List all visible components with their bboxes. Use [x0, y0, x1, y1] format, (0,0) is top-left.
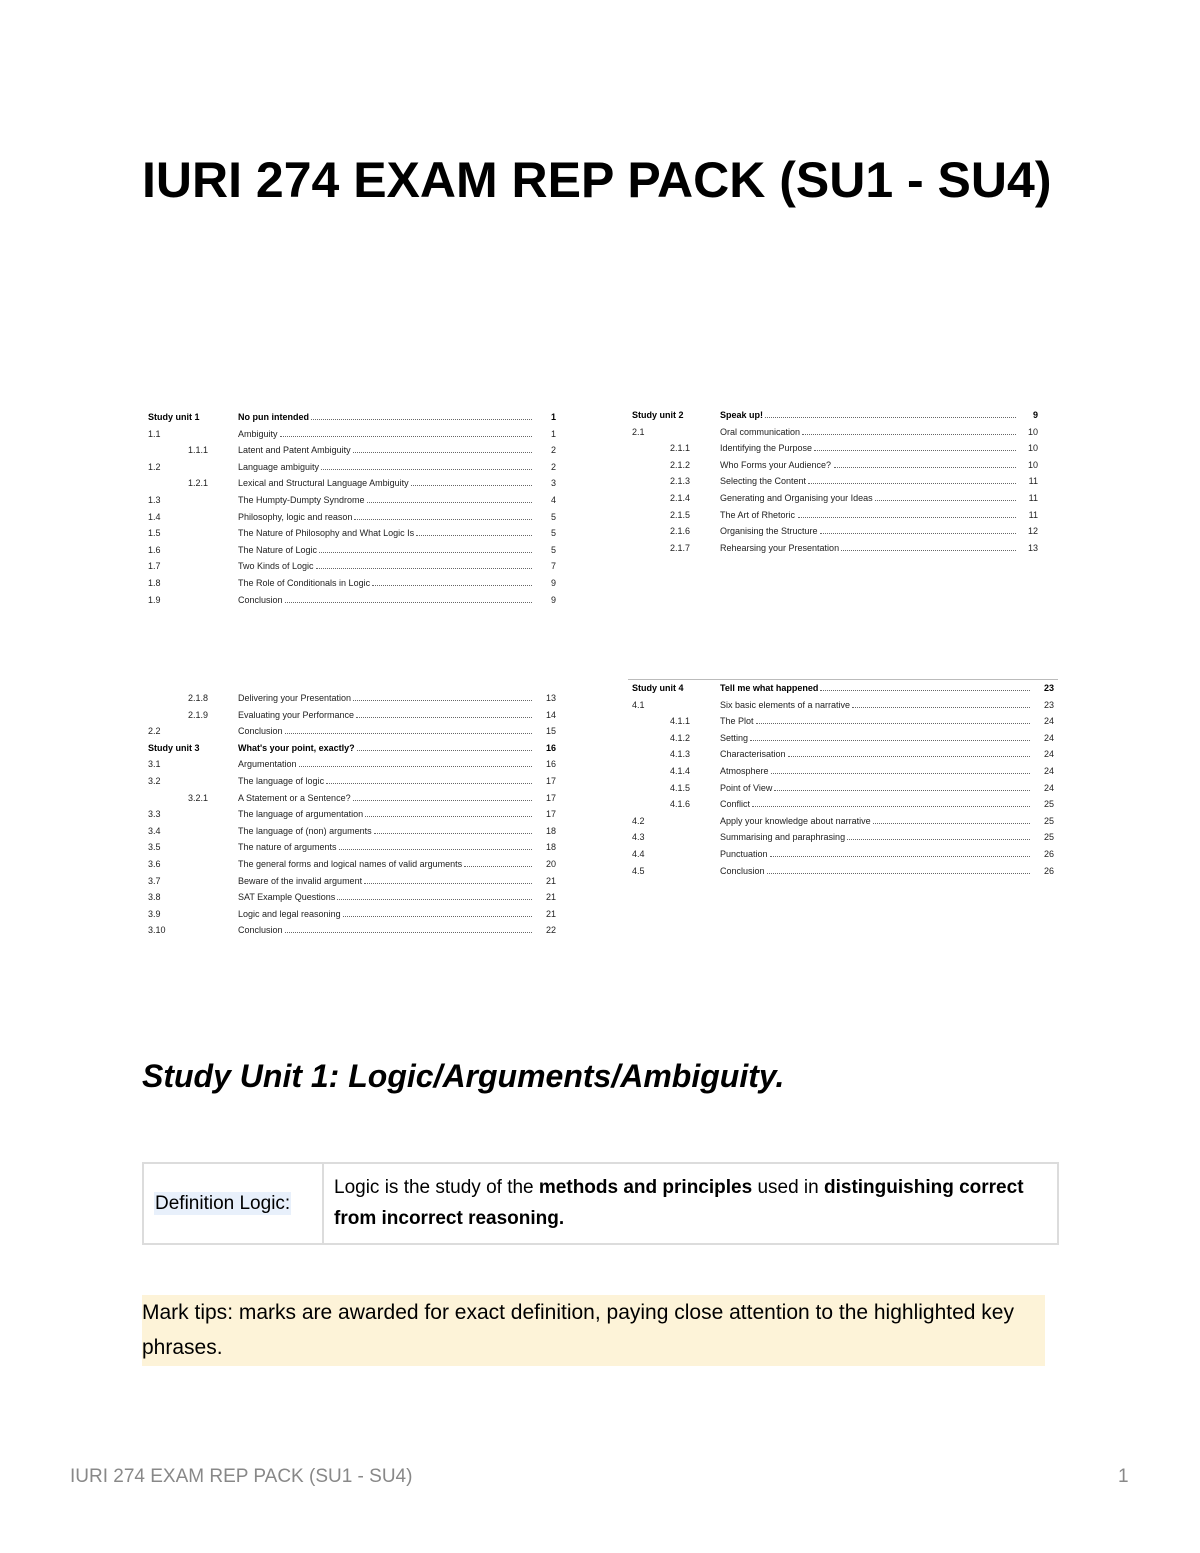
toc-entry-label: No pun intended [238, 412, 309, 422]
toc-dot-leader [847, 839, 1030, 840]
toc-entry-label: Delivering your Presentation [238, 693, 352, 703]
toc-entry [632, 424, 1040, 441]
toc-entry-page: 24 [1043, 782, 1054, 793]
toc-entry [148, 525, 558, 542]
toc-entry-label: The general forms and logical names of valid arguments [238, 858, 463, 869]
toc-entry-page: 18 [545, 842, 556, 853]
toc-dot-leader [788, 756, 1030, 757]
toc-entry-number: 2.1 [632, 426, 645, 437]
toc-entry [148, 592, 558, 609]
toc-dot-leader [798, 517, 1016, 518]
toc-dot-leader [285, 602, 532, 603]
toc-entry-number: 4.1.2 [670, 732, 691, 743]
toc-entry-number: 2.1.7 [670, 542, 691, 553]
toc-entry-label: Conclusion [720, 865, 765, 876]
toc-dot-leader [814, 450, 1016, 451]
toc-dot-leader [321, 469, 532, 470]
toc-dot-leader [372, 585, 532, 586]
toc-dot-leader [411, 485, 532, 486]
toc-entry-number: 1.5 [148, 528, 161, 539]
footer-title: IURI 274 EXAM REP PACK (SU1 - SU4) [70, 1466, 413, 1487]
toc-entry [148, 873, 558, 890]
toc-entry [632, 540, 1040, 557]
toc-dot-leader [808, 483, 1016, 484]
toc-entry-label: Oral communication [720, 426, 801, 437]
toc-dot-leader [326, 783, 532, 784]
toc-entry-number: 1.4 [148, 511, 161, 522]
toc-entry-page: 11 [1028, 509, 1038, 520]
toc-entry-label: The Nature of Logic [238, 544, 318, 555]
toc-study-unit-4 [628, 679, 1058, 879]
toc-entry [632, 507, 1040, 524]
toc-entry-number: 1.8 [148, 577, 161, 588]
toc-entry-label: Lexical and Structural Language Ambiguity [238, 478, 409, 489]
toc-entry-number: 4.1.1 [670, 716, 691, 727]
toc-entry-label: Conclusion [238, 726, 283, 737]
toc-entry [148, 839, 558, 856]
toc-dot-leader [337, 899, 532, 900]
toc-entry-label: Who Forms your Audience? [720, 459, 832, 470]
section-heading: Study Unit 1: Logic/Arguments/Ambiguity. [142, 1058, 785, 1094]
toc-entry-number: 1.1.1 [188, 445, 209, 456]
toc-dot-leader [802, 434, 1016, 435]
toc-entry [148, 889, 558, 906]
toc-entry-label: Conclusion [238, 594, 283, 605]
toc-entry [628, 829, 1058, 846]
toc-entry-number: 2.1.9 [188, 709, 209, 720]
toc-entry-label: The nature of arguments [238, 842, 337, 853]
toc-entry-number: 3.4 [148, 825, 161, 836]
mark-tips-label: Mark tips [142, 1301, 228, 1324]
definition-table [142, 1162, 1059, 1245]
toc-dot-leader [285, 932, 532, 933]
toc-dot-leader [873, 823, 1030, 824]
toc-dot-leader [820, 533, 1016, 534]
toc-entry-number: 2.1.8 [188, 693, 209, 703]
toc-dot-leader [353, 800, 532, 801]
toc-dot-leader [353, 700, 532, 701]
toc-entry-page: 17 [545, 775, 556, 786]
toc-entry-label: The language of argumentation [238, 809, 364, 820]
toc-entry [148, 723, 558, 740]
toc-study-unit-2 [632, 407, 1040, 556]
toc-entry [148, 492, 558, 509]
toc-dot-leader [852, 707, 1030, 708]
toc-entry [628, 680, 1058, 697]
toc-entry-number: 4.1.3 [670, 749, 691, 760]
toc-entry [632, 440, 1040, 457]
toc-entry-label: Generating and Organising your Ideas [720, 492, 873, 503]
toc-entry [628, 780, 1058, 797]
definition-label-cell [143, 1163, 323, 1244]
toc-dot-leader [357, 750, 532, 751]
toc-entry-label: The Art of Rhetoric [720, 509, 796, 520]
toc-entry [628, 813, 1058, 830]
toc-entry [148, 790, 558, 807]
toc-entry-page: 1 [550, 412, 556, 422]
toc-entry-number: 3.9 [148, 908, 161, 919]
toc-entry [148, 409, 558, 426]
toc-dot-leader [750, 740, 1030, 741]
toc-entry-label: Point of View [720, 782, 773, 793]
toc-entry-page: 14 [545, 709, 556, 720]
definition-bold-2: distinguishing correct from incorrect reasoning. [334, 1177, 1024, 1229]
toc-entry [148, 773, 558, 790]
toc-entry-page: 24 [1043, 732, 1054, 743]
toc-entry-label: The language of (non) arguments [238, 825, 372, 836]
toc-entry [148, 740, 558, 757]
toc-entry-label: Apply your knowledge about narrative [720, 815, 871, 826]
toc-entry [148, 856, 558, 873]
toc-entry-page: 17 [545, 809, 556, 820]
toc-entry [628, 746, 1058, 763]
toc-entry-label: The Plot [720, 716, 754, 727]
toc-entry [148, 906, 558, 923]
toc-entry-label: Ambiguity [238, 428, 278, 439]
toc-entry-page: 12 [1027, 526, 1038, 537]
toc-entry-number: 4.1.4 [670, 765, 691, 776]
toc-entry-number: 3.3 [148, 809, 161, 820]
toc-entry-label: Philosophy, logic and reason [238, 511, 353, 522]
toc-entry [628, 846, 1058, 863]
toc-entry-number: 4.2 [632, 815, 645, 826]
toc-dot-leader [771, 773, 1030, 774]
definition-label: Definition Logic: [155, 1192, 291, 1214]
definition-text-cell [323, 1163, 1058, 1244]
toc-entry-label: Setting [720, 732, 749, 743]
toc-entry-number: 2.1.3 [670, 476, 691, 487]
toc-dot-leader [820, 690, 1030, 691]
toc-entry-number: 4.5 [632, 865, 645, 876]
toc-entry-page: 11 [1028, 492, 1038, 503]
toc-dot-leader [319, 552, 532, 553]
toc-entry-number: 4.1 [632, 699, 645, 710]
toc-entry-label: A Statement or a Sentence? [238, 792, 351, 803]
toc-entry-label: The Role of Conditionals in Logic [238, 577, 371, 588]
toc-dot-leader [285, 733, 532, 734]
toc-entry-number: 1.6 [148, 544, 161, 555]
toc-dot-leader [834, 467, 1016, 468]
toc-entry-page: 9 [1032, 410, 1038, 420]
toc-entry-number: 2.1.1 [670, 443, 691, 454]
toc-dot-leader [356, 717, 532, 718]
toc-entry-page: 22 [545, 925, 556, 936]
toc-entry-number: 2.1.6 [670, 526, 691, 537]
toc-entry-page: 25 [1043, 832, 1054, 843]
toc-entry-number: 1.7 [148, 561, 161, 572]
toc-dot-leader [339, 849, 532, 850]
toc-entry-page: 15 [545, 726, 556, 737]
toc-dot-leader [365, 816, 532, 817]
toc-study-unit-1 [148, 409, 558, 608]
toc-entry-label: Selecting the Content [720, 476, 807, 487]
toc-dot-leader [316, 568, 532, 569]
toc-dot-leader [756, 723, 1030, 724]
toc-entry-number: 2.1.4 [670, 492, 691, 503]
toc-entry-label: Latent and Patent Ambiguity [238, 445, 351, 456]
definition-text-2: used in [752, 1177, 824, 1198]
toc-entry-number: 3.10 [148, 925, 166, 936]
mark-tips-callout [142, 1295, 1045, 1366]
toc-entry-label: Language ambiguity [238, 461, 320, 472]
toc-entry-page: 16 [545, 742, 556, 753]
toc-entry-number: 1.1 [148, 428, 161, 439]
toc-dot-leader [343, 916, 532, 917]
toc-entry-label: Organising the Structure [720, 526, 818, 537]
toc-entry [148, 690, 558, 707]
toc-entry-page: 26 [1043, 848, 1054, 859]
toc-dot-leader [374, 833, 532, 834]
toc-entry-page: 18 [545, 825, 556, 836]
toc-entry-number: 3.1 [148, 759, 161, 770]
toc-dot-leader [353, 452, 532, 453]
toc-entry [628, 697, 1058, 714]
toc-entry-page: 25 [1043, 799, 1054, 810]
toc-entry-page: 24 [1043, 716, 1054, 727]
toc-entry-number: 2.2 [148, 726, 161, 737]
toc-entry-number: 3.2.1 [188, 792, 209, 803]
toc-entry [632, 457, 1040, 474]
toc-entry-number: Study unit 2 [632, 410, 684, 420]
toc-entry-page: 10 [1027, 443, 1038, 454]
toc-entry-page: 9 [550, 594, 556, 605]
toc-entry-page: 21 [545, 908, 556, 919]
toc-entry-page: 10 [1027, 459, 1038, 470]
toc-entry [148, 558, 558, 575]
toc-entry-number: 3.8 [148, 892, 161, 903]
toc-entry-page: 24 [1043, 749, 1054, 760]
toc-entry-number: 3.7 [148, 875, 161, 886]
toc-entry [148, 823, 558, 840]
toc-entry-number: Study unit 1 [148, 412, 200, 422]
toc-entry-page: 11 [1028, 476, 1038, 487]
page-number: 1 [1118, 1466, 1129, 1487]
toc-entry-page: 23 [1043, 683, 1054, 693]
toc-entry [628, 863, 1058, 880]
toc-entry-label: Speak up! [720, 410, 764, 420]
toc-entry-number: 1.3 [148, 494, 161, 505]
toc-entry-number: 3.6 [148, 858, 161, 869]
toc-entry-page: 7 [550, 561, 556, 572]
toc-entry-label: SAT Example Questions [238, 892, 336, 903]
toc-entry-page: 24 [1043, 765, 1054, 776]
toc-entry-label: Tell me what happened [720, 683, 819, 693]
mark-tips-text: : marks are awarded for exact definition, paying close attention to the highlighted key phrases. [142, 1301, 1014, 1359]
toc-entry-number: 3.2 [148, 775, 161, 786]
toc-dot-leader [416, 535, 532, 536]
toc-dot-leader [752, 806, 1030, 807]
toc-entry-number: 2.1.2 [670, 459, 691, 470]
toc-entry [148, 806, 558, 823]
toc-entry [148, 475, 558, 492]
toc-dot-leader [841, 550, 1016, 551]
toc-entry-number: 4.1.5 [670, 782, 691, 793]
toc-entry-page: 21 [545, 875, 556, 886]
toc-entry [148, 922, 558, 939]
toc-dot-leader [299, 766, 532, 767]
toc-entry [632, 407, 1040, 424]
toc-entry [628, 730, 1058, 747]
toc-dot-leader [770, 856, 1030, 857]
toc-entry-label: Characterisation [720, 749, 786, 760]
toc-entry-label: Argumentation [238, 759, 297, 770]
toc-entry-number: 3.5 [148, 842, 161, 853]
toc-dot-leader [774, 790, 1030, 791]
toc-entry-label: Conclusion [238, 925, 283, 936]
definition-text-1: Logic is the study of the [334, 1177, 539, 1198]
toc-entry-page: 17 [545, 792, 556, 803]
definition-bold-1: methods and principles [538, 1177, 753, 1198]
toc-entry-label: The Nature of Philosophy and What Logic Is [238, 528, 415, 539]
toc-entry [632, 523, 1040, 540]
toc-entry-page: 5 [550, 544, 556, 555]
toc-entry-page: 9 [550, 577, 556, 588]
toc-entry [148, 509, 558, 526]
toc-entry [632, 473, 1040, 490]
toc-dot-leader [354, 519, 532, 520]
toc-entry [148, 459, 558, 476]
toc-entry-number: 1.9 [148, 594, 161, 605]
toc-entry-label: Rehearsing your Presentation [720, 542, 840, 553]
toc-entry-page: 5 [550, 511, 556, 522]
document-title: IURI 274 EXAM REP PACK (SU1 - SU4) [142, 152, 1052, 208]
toc-entry [148, 756, 558, 773]
toc-entry-page: 10 [1027, 426, 1038, 437]
toc-entry [628, 796, 1058, 813]
toc-entry [148, 442, 558, 459]
toc-dot-leader [367, 502, 532, 503]
toc-entry-page: 13 [545, 693, 556, 703]
toc-entry-number: 4.1.6 [670, 799, 691, 810]
toc-dot-leader [280, 436, 532, 437]
toc-entry-number: 4.4 [632, 848, 645, 859]
toc-entry-page: 25 [1043, 815, 1054, 826]
toc-entry-label: Atmosphere [720, 765, 769, 776]
toc-entry-label: What's your point, exactly? [238, 742, 355, 753]
toc-entry-number: 4.3 [632, 832, 645, 843]
toc-entry [628, 713, 1058, 730]
toc-entry-number: 1.2.1 [188, 478, 209, 489]
toc-entry-number: Study unit 4 [632, 683, 684, 693]
toc-dot-leader [765, 417, 1016, 418]
toc-entry-page: 21 [545, 892, 556, 903]
toc-entry-number: Study unit 3 [148, 742, 200, 753]
toc-entry-page: 26 [1043, 865, 1054, 876]
toc-entry-label: Two Kinds of Logic [238, 561, 314, 572]
toc-entry-page: 2 [550, 445, 556, 456]
toc-study-unit-3 [148, 690, 558, 939]
toc-entry-label: The language of logic [238, 775, 325, 786]
toc-entry-label: Summarising and paraphrasing [720, 832, 846, 843]
toc-entry-label: Beware of the invalid argument [238, 875, 363, 886]
toc-entry-label: The Humpty-Dumpty Syndrome [238, 494, 365, 505]
toc-entry-page: 2 [550, 461, 556, 472]
toc-dot-leader [311, 419, 532, 420]
toc-entry-label: Identifying the Purpose [720, 443, 813, 454]
toc-entry [148, 542, 558, 559]
toc-dot-leader [875, 500, 1016, 501]
toc-entry-page: 20 [545, 858, 556, 869]
toc-entry-label: Conflict [720, 799, 751, 810]
toc-entry-number: 2.1.5 [670, 509, 691, 520]
toc-entry-page: 4 [550, 494, 556, 505]
toc-entry [148, 426, 558, 443]
toc-entry-page: 3 [550, 478, 556, 489]
toc-entry-label: Punctuation [720, 848, 768, 859]
toc-entry-page: 16 [545, 759, 556, 770]
toc-dot-leader [767, 873, 1030, 874]
toc-entry-number: 1.2 [148, 461, 161, 472]
toc-entry-label: Evaluating your Performance [238, 709, 355, 720]
toc-entry-page: 23 [1043, 699, 1054, 710]
toc-entry [148, 707, 558, 724]
toc-entry-label: Six basic elements of a narrative [720, 699, 851, 710]
toc-entry-label: Logic and legal reasoning [238, 908, 341, 919]
toc-dot-leader [464, 866, 532, 867]
toc-entry-page: 1 [550, 428, 556, 439]
toc-entry-page: 13 [1027, 542, 1038, 553]
toc-entry [628, 763, 1058, 780]
toc-entry-page: 5 [550, 528, 556, 539]
toc-entry [632, 490, 1040, 507]
toc-entry [148, 575, 558, 592]
toc-dot-leader [364, 883, 532, 884]
